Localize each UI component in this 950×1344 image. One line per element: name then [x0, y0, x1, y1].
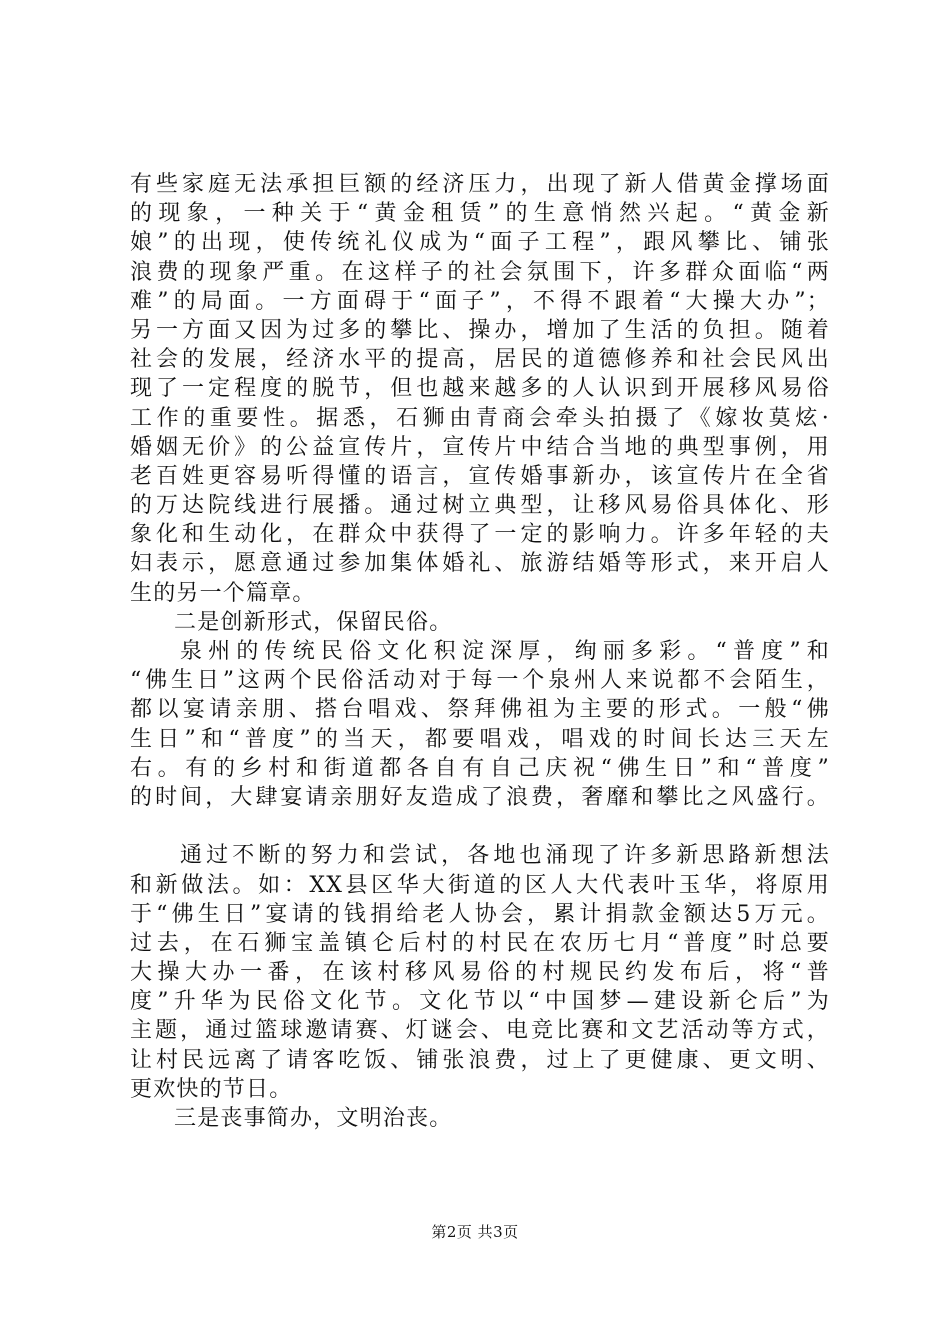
text-line: 都以宴请亲朋、搭台唱戏、祭拜佛祖为主要的形式。一般“佛 [130, 697, 830, 723]
text-line: 另一方面又因为过多的攀比、操办，增加了生活的负担。随着 [130, 317, 830, 343]
text-line: 泉州的传统民俗文化积淀深厚，绚丽多彩。“普度”和 [180, 639, 830, 664]
text-line: 难”的局面。一方面碍于“面子”，不得不跟着“大操大办”； [130, 288, 830, 314]
text-line: 于“佛生日”宴请的钱捐给老人协会，累计捐款金额达5万元。 [130, 901, 830, 927]
text-line: 让村民远离了请客吃饭、铺张浪费，过上了更健康、更文明、 [130, 1047, 830, 1073]
text-line: 通过不断的努力和尝试，各地也涌现了许多新思路新想法 [180, 843, 830, 869]
text-line: 和新做法。如：XX县区华大街道的区人大代表叶玉华，将原用 [130, 872, 830, 898]
text-line: 社会的发展，经济水平的提高，居民的道德修养和社会民风出 [130, 347, 830, 373]
text-line: 娘”的出现，使传统礼仪成为“面子工程”，跟风攀比、铺张 [130, 230, 830, 256]
text-line: 婚姻无价》的公益宣传片，宣传片中结合当地的典型事例，用 [130, 434, 830, 460]
text-line: 妇表示，愿意通过参加集体婚礼、旅游结婚等形式，来开启人 [130, 551, 830, 577]
document-body [130, 170, 830, 1133]
text-line: 浪费的现象严重。在这样子的社会氛围下，许多群众面临“两 [130, 259, 830, 285]
text-line: 右。有的乡村和街道都各自有自己庆祝“佛生日”和“普度” [130, 755, 830, 781]
page-number-footer: 第2页 共3页 [431, 1223, 519, 1241]
text-line: 现了一定程度的脱节，但也越来越多的人认识到开展移风易俗 [130, 376, 830, 402]
text-line: 生的另一个篇章。 [130, 580, 316, 606]
text-line: 度”升华为民俗文化节。文化节以“中国梦—建设新仑后”为 [130, 989, 830, 1015]
text-line: 有些家庭无法承担巨额的经济压力，出现了新人借黄金撑场面 [130, 172, 830, 197]
text-line: 更欢快的节日。 [130, 1076, 293, 1102]
text-line: 象化和生动化，在群众中获得了一定的影响力。许多年轻的夫 [130, 522, 830, 548]
text-line: 的万达院线进行展播。通过树立典型，让移风易俗具体化、形 [130, 493, 830, 519]
paragraph-gap [130, 812, 830, 841]
text-line: 主题，通过篮球邀请赛、灯谜会、电竞比赛和文艺活动等方式， [130, 1018, 830, 1044]
text-line: 的时间，大肆宴请亲朋好友造成了浪费，奢靡和攀比之风盛行。 [130, 784, 830, 810]
text-line: 的现象，一种关于“黄金租赁”的生意悄然兴起。“黄金新 [130, 201, 830, 227]
text-line: 过去，在石狮宝盖镇仑后村的村民在农历七月“普度”时总要 [130, 930, 830, 956]
section-heading: 三是丧事简办，文明治丧。 [174, 1106, 453, 1131]
section-heading: 二是创新形式，保留民俗。 [174, 609, 453, 635]
text-line: 生日”和“普度”的当天，都要唱戏，唱戏的时间长达三天左 [130, 726, 830, 752]
text-line: “佛生日”这两个民俗活动对于每一个泉州人来说都不会陌生， [130, 668, 830, 694]
text-line: 大操大办一番，在该村移风易俗的村规民约发布后，将“普 [130, 960, 830, 986]
text-line: 老百姓更容易听得懂的语言，宣传婚事新办，该宣传片在全省 [130, 463, 830, 489]
text-line: 工作的重要性。据悉，石狮由青商会牵头拍摄了《嫁妆莫炫· [130, 405, 830, 431]
